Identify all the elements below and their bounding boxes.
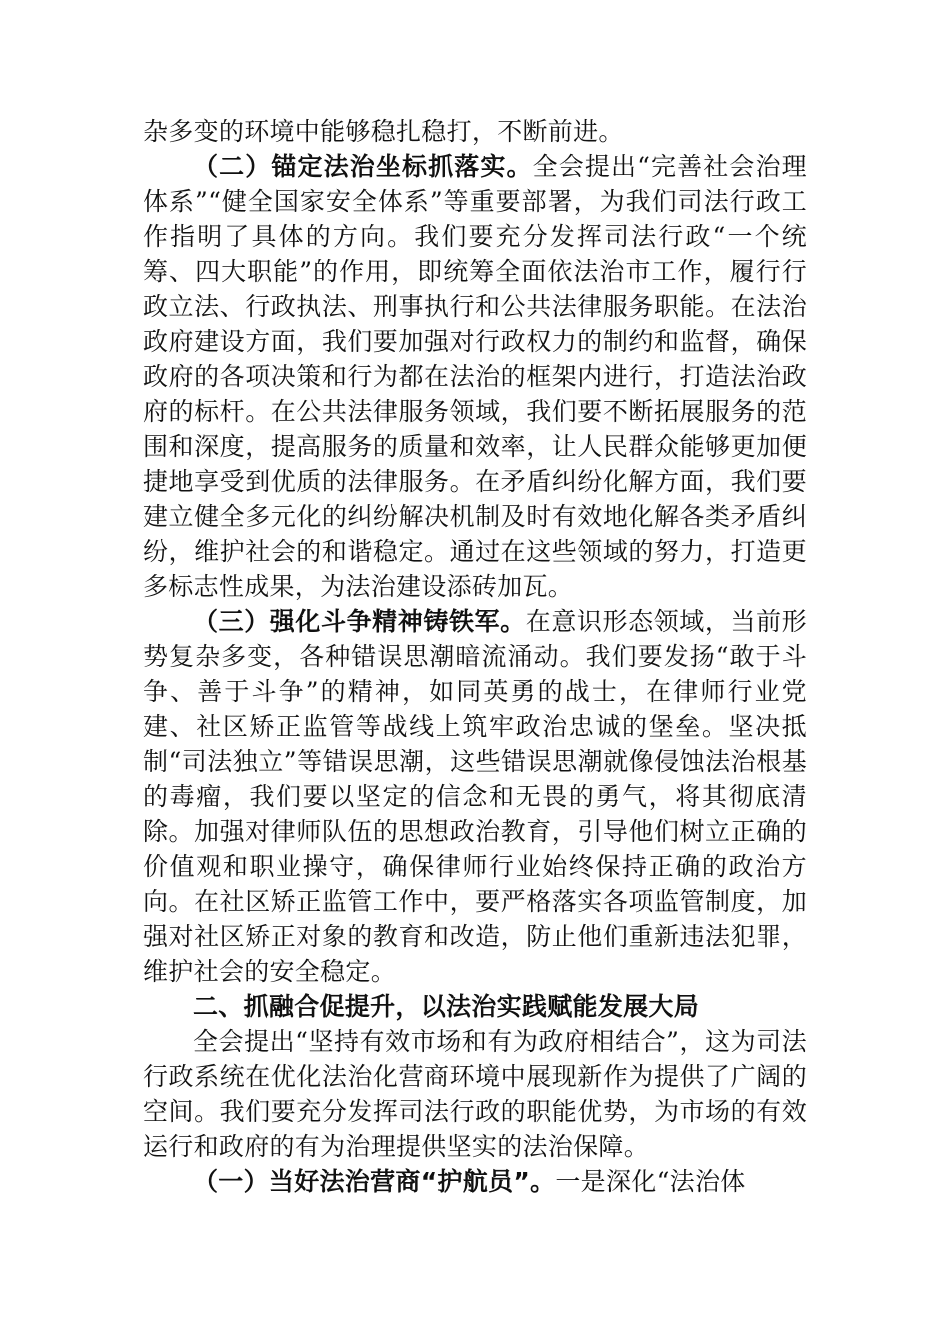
paragraph-lead: （三）强化斗争精神铸铁军。 xyxy=(193,607,526,636)
paragraph-lead: （二）锚定法治坐标抓落实。 xyxy=(193,152,533,181)
paragraph-section-2 xyxy=(143,149,807,604)
paragraph-text: 全会提出“坚持有效市场和有为政府相结合”，这为司法行政系统在优化法治化营商环境中展现新作为提供了广阔的空间。我们要充分发挥司法行政的职能优势，为市场的有效运行和政府的有为治理提供坚实的法治保障。 xyxy=(143,1027,807,1161)
paragraph-text: 一是深化“法治体 xyxy=(555,1167,746,1196)
paragraph-lead: （一）当好法治营商“护航员”。 xyxy=(193,1167,556,1196)
paragraph-text: 在意识形态领域，当前形势复杂多变，各种错误思潮暗流涌动。我们要发扬“敢于斗争、善于斗争”的精神，如同英勇的战士，在律师行业党建、社区矫正监管等战线上筑牢政治忠诚的堡垒。坚决抵制“司法独立”等错误思潮，这些错误思潮就像侵蚀法治根基的毒瘤，我们要以坚定的信念和无畏的勇气，将其彻底清除。加强对律师队伍的思想政治教育，引导他们树立正确的价值观和职业操守，确保律师行业始终保持正确的政治方向。在社区矫正监管工作中，要严格落实各项监管制度，加强对社区矫正对象的教育和改造，防止他们重新违法犯罪，维护社会的安全稳定。 xyxy=(143,607,807,986)
paragraph-text: 全会提出“完善社会治理体系”“健全国家安全体系”等重要部署，为我们司法行政工作指明了具体的方向。我们要充分发挥司法行政“一个统筹、四大职能”的作用，即统筹全面依法治市工作，履行行政立法、行政执法、刑事执行和公共法律服务职能。在法治政府建设方面，我们要加强对行政权力的制约和监督，确保政府的各项决策和行为都在法治的框架内进行，打造法治政府的标杆。在公共法律服务领域，我们要不断拓展服务的范围和深度，提高服务的质量和效率，让人民群众能够更加便捷地享受到优质的法律服务。在矛盾纠纷化解方面，我们要建立健全多元化的纠纷解决机制及时有效地化解各类矛盾纠纷，维护社会的和谐稳定。通过在这些领域的努力，打造更多标志性成果，为法治建设添砖加瓦。 xyxy=(143,152,807,601)
document-body xyxy=(143,114,807,1199)
paragraph-intro xyxy=(143,1024,807,1164)
section-heading: 二、抓融合促提升，以法治实践赋能发展大局 xyxy=(193,992,700,1021)
paragraph-section-3 xyxy=(143,604,807,989)
paragraph-subsection-1 xyxy=(143,1164,807,1199)
paragraph-text: 杂多变的环境中能够稳扎稳打，不断前进。 xyxy=(143,117,624,146)
paragraph-continuation xyxy=(143,114,807,149)
